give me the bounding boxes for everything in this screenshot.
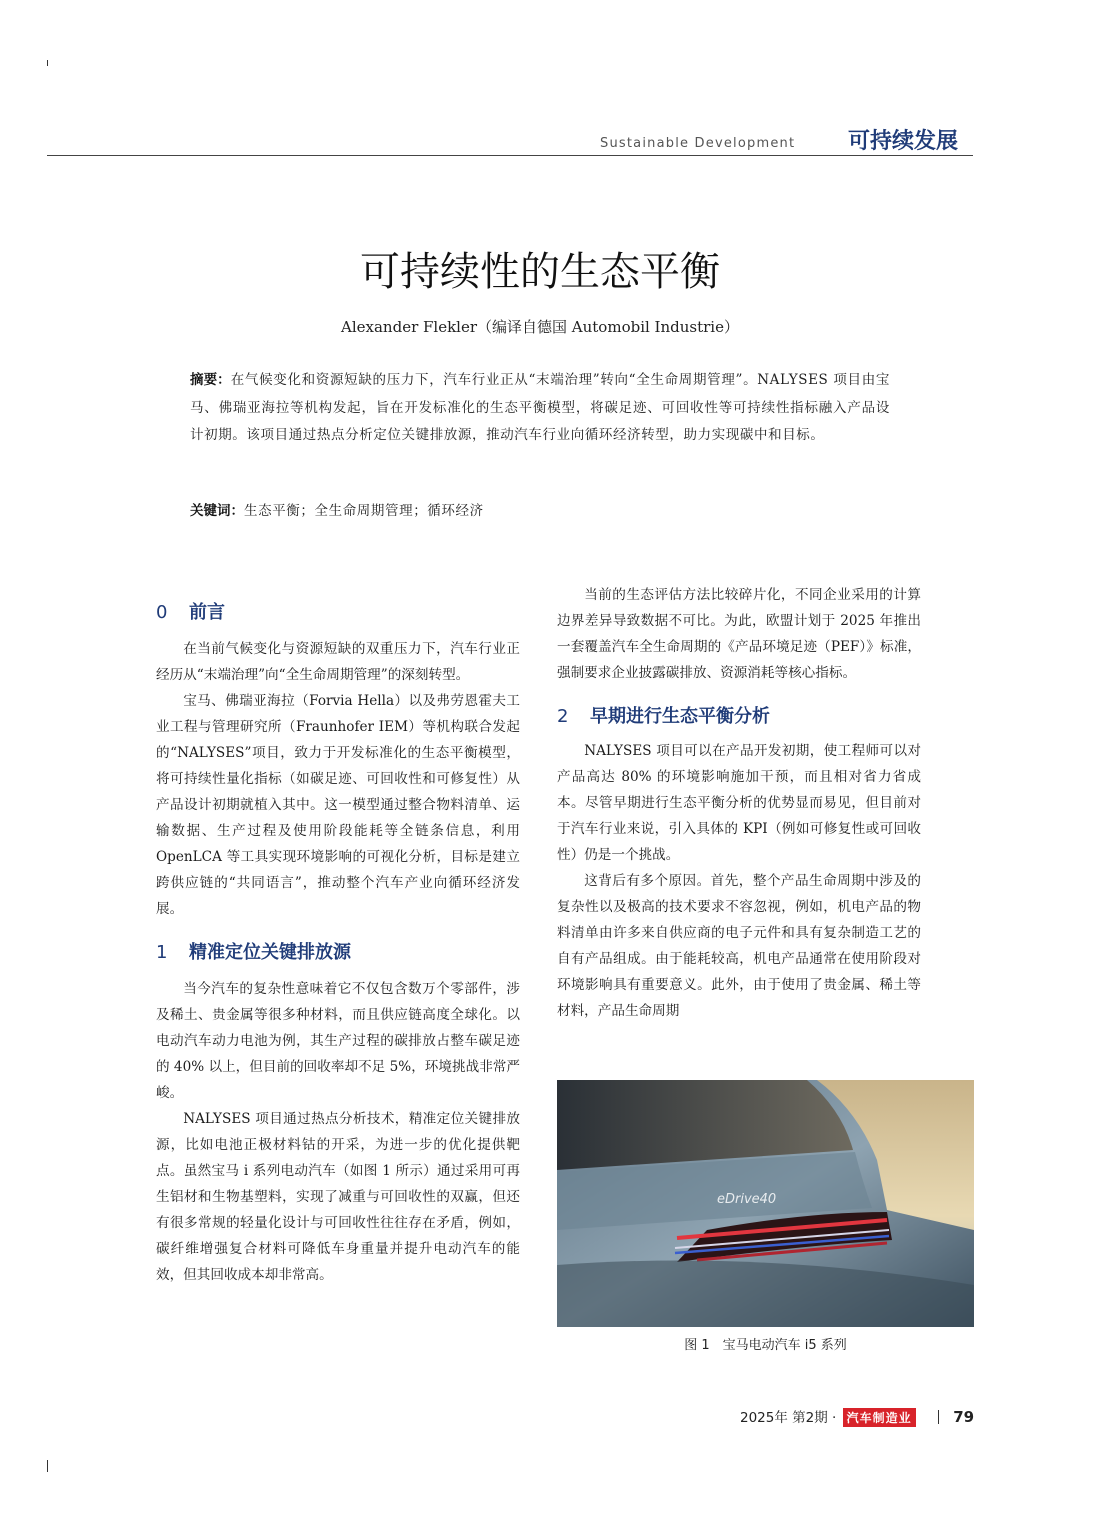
- running-header-cn: 可持续发展: [848, 129, 959, 154]
- abstract: [190, 367, 890, 450]
- paragraph: 当前的生态评估方法比较碎片化，不同企业采用的计算边界差异导致数据不可比。为此，欧盟计划于 2025 年推出一套覆盖汽车全生命周期的《产品环境足迹（PEF）》标准，强制要求企业披露碳排放、资源消耗等核心指标。: [557, 587, 921, 681]
- section-heading-0: [156, 600, 520, 626]
- section-title: 早期进行生态平衡分析: [590, 706, 770, 727]
- figure-caption: 图 1 宝马电动汽车 i5 系列: [684, 1338, 847, 1353]
- magazine-logo: 汽车制造业: [843, 1408, 916, 1427]
- paragraph: 这背后有多个原因。首先，整个产品生命周期中涉及的复杂性以及极高的技术要求不容忽视，例如，机电产品的物料清单由许多来自供应商的电子元件和具有复杂制造工艺的自有产品组成。由于能耗较高，机电产品通常在使用阶段对环境影响具有重要意义。此外，由于使用了贵金属、稀土等材料，产品生命周期: [557, 873, 921, 1019]
- article-title: 可持续性的生态平衡: [360, 249, 720, 295]
- section-number: 2: [557, 706, 569, 727]
- car-rear-illustration: [557, 1080, 974, 1327]
- edrive-badge-text: eDrive40: [717, 1192, 777, 1207]
- page-footer: [740, 1406, 974, 1427]
- right-column: [557, 582, 921, 1024]
- figure-bmw-i5-photo: [557, 1080, 974, 1327]
- section-title: 前言: [189, 602, 225, 623]
- header-rule: [47, 155, 973, 156]
- crop-mark-top-left: [47, 60, 48, 66]
- paragraph: 当今汽车的复杂性意味着它不仅包含数万个零部件，涉及稀土、贵金属等很多种材料，而且供应链高度全球化。以电动汽车动力电池为例，其生产过程的碳排放占整车碳足迹的 40% 以上，但目前的回收率却不足 5%，环境挑战非常严峻。: [156, 981, 520, 1101]
- paragraph: NALYSES 项目可以在产品开发初期，使工程师可以对产品高达 80% 的环境影响施加干预，而且相对省力省成本。尽管早期进行生态平衡分析的优势显而易见，但目前对于汽车行业来说，引入具体的 KPI（例如可修复性或可回收性）仍是一个挑战。: [557, 743, 921, 863]
- paragraph: NALYSES 项目通过热点分析技术，精准定位关键排放源，比如电池正极材料钴的开采，为进一步的优化提供靶点。虽然宝马 i 系列电动汽车（如图 1 所示）通过采用可再生铝材和生物基塑料，实现了减重与可回收性的双赢，但还有很多常规的轻量化设计与可回收性往往存在矛盾，例如，碳纤维增强复合材料可降低车身重量并提升电动汽车的能效，但其回收成本却非常高。: [156, 1111, 520, 1283]
- paragraph: 在当前气候变化与资源短缺的双重压力下，汽车行业正经历从“末端治理”向“全生命周期管理”的深刻转型。: [156, 641, 520, 683]
- section-heading-2: [557, 704, 921, 730]
- paragraph: 宝马、佛瑞亚海拉（Forvia Hella）以及弗劳恩霍夫工业工程与管理研究所（Fraunhofer IEM）等机构联合发起的“NALYSES”项目，致力于开发标准化的生态平衡模型，将可持续性量化指标（如碳足迹、可回收性和可修复性）从产品设计初期就植入其中。这一模型通过整合物料清单、运输数据、生产过程及使用阶段能耗等全链条信息，利用 OpenLCA 等工具实现环境影响的可视化分析，目标是建立跨供应链的“共同语言”，推动整个汽车产业向循环经济发展。: [156, 693, 520, 917]
- keywords-label: 关键词：: [190, 503, 244, 519]
- section-title: 精准定位关键排放源: [189, 942, 351, 963]
- issue-info: 2025年 第2期 ·: [740, 1410, 837, 1426]
- footer-divider: [938, 1410, 939, 1424]
- keywords-text: 生态平衡；全生命周期管理；循环经济: [244, 503, 484, 519]
- article-author: Alexander Flekler（编译自德国 Automobil Industrie）: [341, 318, 739, 336]
- section-number: 1: [156, 942, 168, 963]
- abstract-label: 摘要：: [190, 372, 231, 388]
- left-column: [156, 600, 520, 1288]
- section-number: 0: [156, 602, 168, 623]
- keywords: [190, 500, 890, 522]
- running-header-en: Sustainable Development: [600, 136, 796, 151]
- section-heading-1: [156, 940, 520, 966]
- abstract-text: 在气候变化和资源短缺的压力下，汽车行业正从“末端治理”转向“全生命周期管理”。NALYSES 项目由宝马、佛瑞亚海拉等机构发起，旨在开发标准化的生态平衡模型，将碳足迹、可回收性等可持续性指标融入产品设计初期。该项目通过热点分析定位关键排放源，推动汽车行业向循环经济转型，助力实现碳中和目标。: [190, 372, 890, 443]
- page-number: 79: [953, 1408, 975, 1426]
- crop-mark-bottom-left: [47, 1460, 48, 1472]
